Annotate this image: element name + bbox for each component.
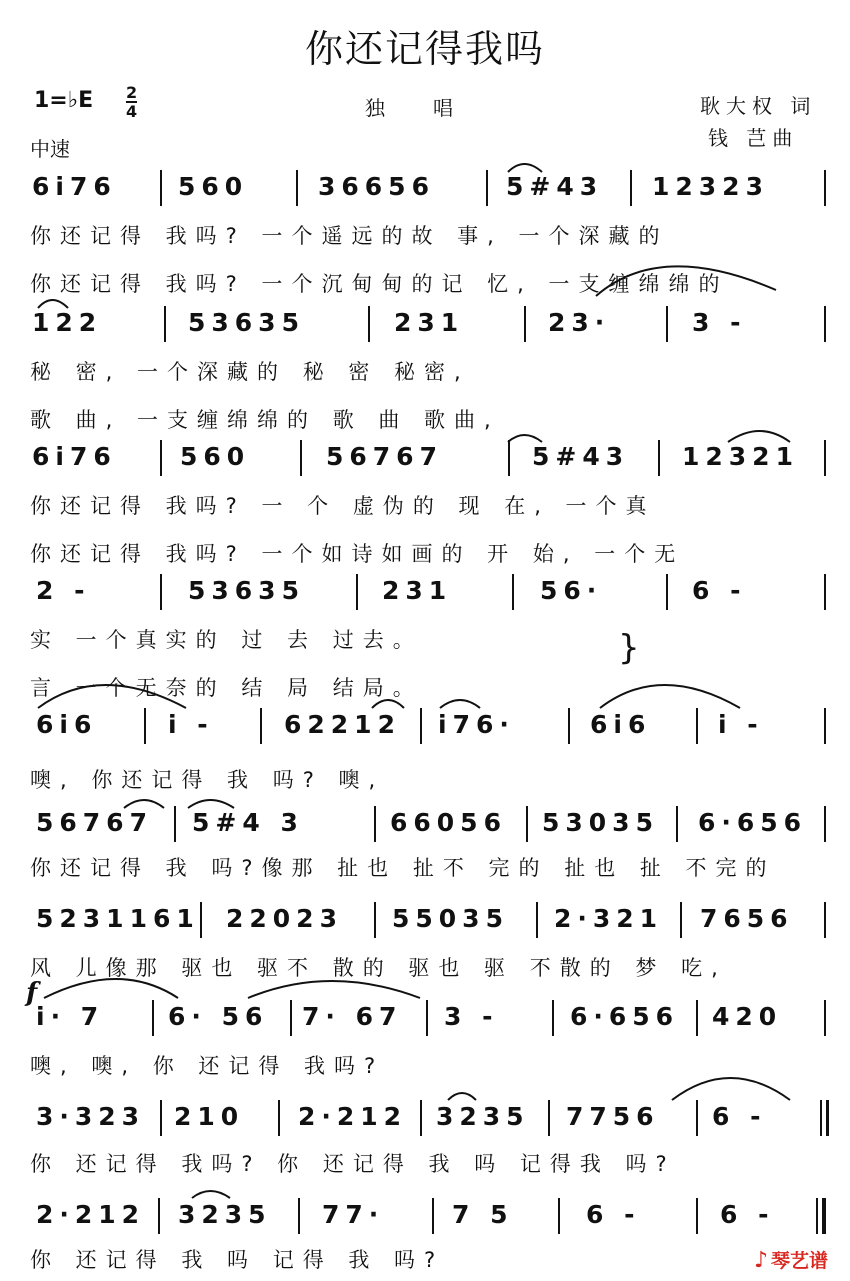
measure: 6 - [692, 576, 747, 605]
measure: 6 - [712, 1102, 767, 1131]
performance-type: 独唱 [365, 96, 501, 120]
lyrics-line: 噢, 噢, 你 还记得 我吗? [30, 1054, 385, 1078]
measure: 6i6 [36, 710, 98, 739]
measure: i - [168, 710, 214, 739]
lyrics-line: 风 儿像那 驱也 驱不 散的 驱也 驱 不散的 梦 吃, [30, 956, 727, 980]
measure: 3235 [436, 1102, 530, 1131]
lyrics-verse-1: 你还记得 我吗? 一个遥远的故 事, 一个深藏的 [30, 224, 669, 248]
lyrics-verse-1: 实 一个真实的 过 去 过去。 [30, 628, 423, 652]
measure: 23· [548, 308, 611, 337]
measure: 7756 [566, 1102, 660, 1131]
measure: 6i76 [32, 442, 117, 471]
lyrics-verse-2: 歌 曲, 一支缠绵绵的 歌 曲 歌曲, [30, 408, 500, 432]
measure: 7· 67 [302, 1002, 403, 1031]
meter-bottom: 4 [126, 102, 138, 121]
measure: 62212 [284, 710, 401, 739]
measure: 56· [540, 576, 603, 605]
measure: 2·321 [554, 904, 664, 933]
measure: 53635 [188, 576, 305, 605]
measure: i - [718, 710, 764, 739]
logo-icon: ♪ [753, 1248, 768, 1273]
time-signature [126, 84, 137, 120]
measure: 7656 [700, 904, 794, 933]
lyrics-verse-1: 秘 密, 一个深藏的 秘 密 秘密, [30, 360, 470, 384]
measure: 5231161 [36, 904, 200, 933]
measure: 7 5 [452, 1200, 514, 1229]
measure: 66056 [390, 808, 507, 837]
measure: 231 [394, 308, 465, 337]
measure: 53035 [542, 808, 659, 837]
measure: 3 - [692, 308, 747, 337]
measure: 36656 [318, 172, 435, 201]
measure: 6 - [586, 1200, 641, 1229]
measure: i· 7 [36, 1002, 105, 1031]
measure: 5#4 3 [192, 808, 304, 837]
tempo-marking: 中速 [30, 137, 70, 161]
measure: 560 [180, 442, 251, 471]
measure: 22023 [226, 904, 343, 933]
lyrics-line: 你 还记得 我 吗 记得 我 吗? [30, 1248, 445, 1272]
measure: 3235 [178, 1200, 272, 1229]
measure: 77· [322, 1200, 385, 1229]
dynamic-forte: f [26, 978, 38, 1008]
lyrics-verse-2: 言 一个无奈的 结 局 结局。 [30, 676, 423, 700]
measure: 12321 [682, 442, 799, 471]
lyrics-line: 你 还记得 我吗? 你 还记得 我 吗 记得我 吗? [30, 1152, 676, 1176]
logo-text: 琴艺谱 [770, 1250, 828, 1272]
measure: 12323 [652, 172, 769, 201]
measure: 3·323 [36, 1102, 146, 1131]
lyrics-line: 噢, 你还记得 我 吗? 噢, [30, 768, 385, 792]
measure: 2·212 [298, 1102, 408, 1131]
lyrics-verse-2: 你还记得 我吗? 一个如诗如画的 开 始, 一个无 [30, 542, 685, 566]
measure: 420 [712, 1002, 783, 1031]
measure: 6·656 [698, 808, 808, 837]
measure: i76· [438, 710, 515, 739]
measure: 122 [32, 308, 103, 337]
measure: 231 [382, 576, 453, 605]
measure: 6·656 [570, 1002, 680, 1031]
key-signature: 1=♭E [34, 88, 94, 113]
measure: 5#43 [532, 442, 630, 471]
lyrics-verse-1: 你还记得 我吗? 一 个 虚伪的 现 在, 一个真 [30, 494, 656, 518]
measure: 5#43 [506, 172, 604, 201]
measure: 2·212 [36, 1200, 146, 1229]
song-title: 你还记得我吗 [304, 27, 545, 71]
measure: 56767 [36, 808, 153, 837]
measure: 6i76 [32, 172, 117, 201]
lyrics-line: 你还记得 我 吗?像那 扯也 扯不 完的 扯也 扯 不完的 [30, 856, 776, 880]
measure: 6 - [720, 1200, 775, 1229]
meter-top: 2 [126, 83, 138, 102]
lyricist-credit: 耿大权 词 [700, 94, 817, 118]
verse-brace: } [618, 628, 640, 668]
measure: 560 [178, 172, 249, 201]
measure: 3 - [444, 1002, 499, 1031]
measure: 6· 56 [168, 1002, 269, 1031]
watermark-logo [754, 1246, 828, 1273]
lyrics-verse-2: 你还记得 我吗? 一个沉甸甸的记 忆, 一支缠绵绵的 [30, 272, 729, 296]
composer-credit: 钱 芑曲 [708, 126, 799, 150]
measure: 210 [174, 1102, 245, 1131]
measure: 55035 [392, 904, 509, 933]
measure: 6i6 [590, 710, 652, 739]
measure: 53635 [188, 308, 305, 337]
measure: 2 - [36, 576, 91, 605]
measure: 56767 [326, 442, 443, 471]
